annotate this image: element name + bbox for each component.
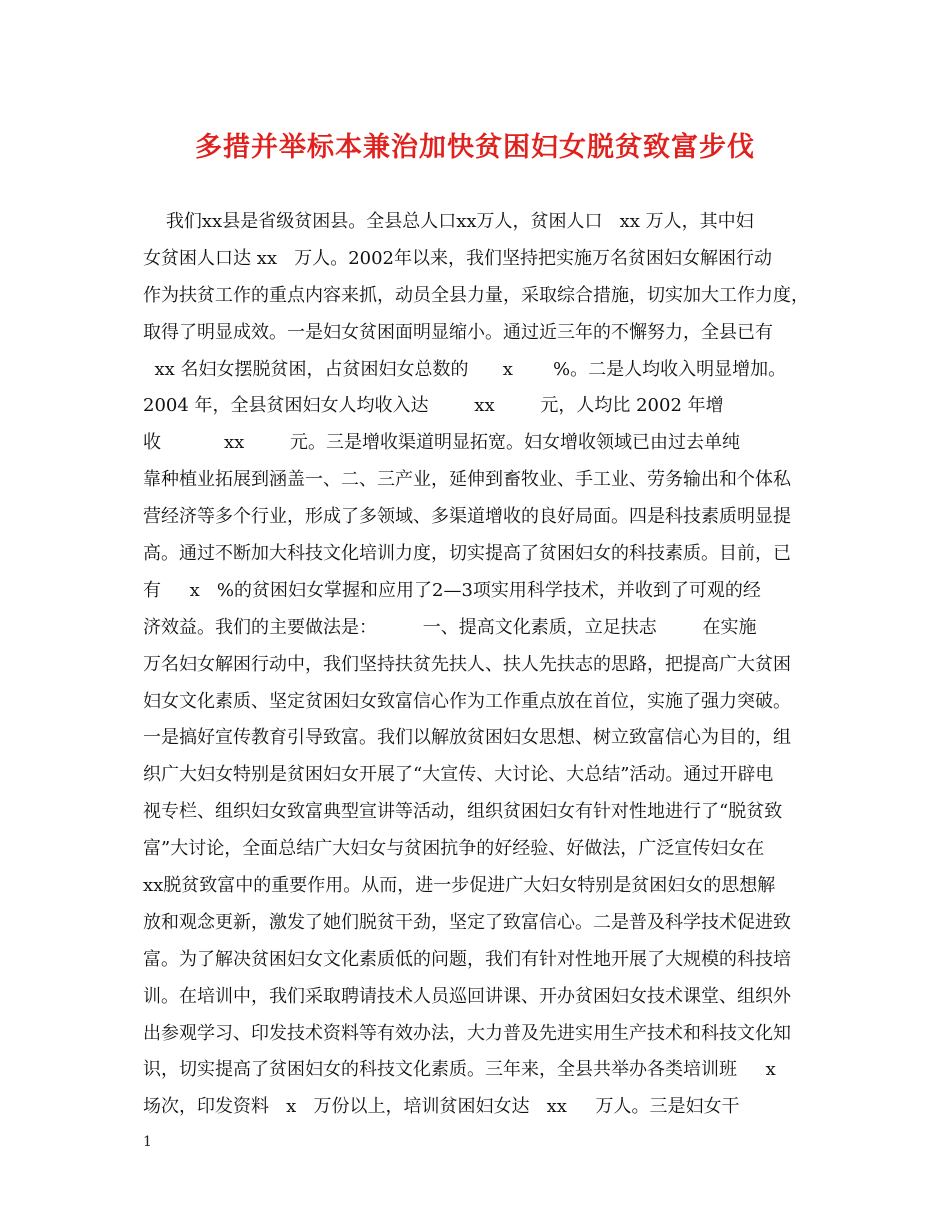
text-line: 织广大妇女特别是贫困妇女开展了“大宣传、大讨论、大总结”活动。通过开辟电 bbox=[143, 764, 774, 786]
text-line: 收 xx 元。三是增收渠道明显拓宽。妇女增收领域已由过去单纯 bbox=[143, 432, 741, 454]
page-number: 1 bbox=[143, 1134, 152, 1150]
text-line: 富。为了解决贫困妇女文化素质低的问题，我们有针对性地开展了大规模的科技培 bbox=[143, 948, 791, 970]
text-line: 放和观念更新，激发了她们脱贫干劲，坚定了致富信心。二是普及科学技术促进致 bbox=[143, 911, 791, 933]
text-line: 营经济等多个行业，形成了多领域、多渠道增收的良好局面。四是科技素质明显提 bbox=[143, 506, 791, 528]
text-line: 济效益。我们的主要做法是： 一、提高文化素质，立足扶志 在实施 bbox=[143, 616, 757, 638]
text-line: xx脱贫致富中的重要作用。从而，进一步促进广大妇女特别是贫困妇女的思想解 bbox=[143, 875, 776, 897]
text-line: 一是搞好宣传教育引导致富。我们以解放贫困妇女思想、树立致富信心为目的，组 bbox=[143, 727, 791, 749]
text-line: 视专栏、组织妇女致富典型宣讲等活动，组织贫困妇女有针对性地进行了“脱贫致 bbox=[143, 801, 783, 823]
text-line: 训。在培训中，我们采取聘请技术人员巡回讲课、开办贫困妇女技术课堂、组织外 bbox=[143, 985, 791, 1007]
text-line: xx 名妇女摆脱贫困，占贫困妇女总数的 x %。二是人均收入明显增加。 bbox=[143, 358, 787, 380]
text-line: 出参观学习、印发技术资料等有效办法，大力普及先进实用生产技术和科技文化知 bbox=[143, 1022, 791, 1044]
text-line: 万名妇女解困行动中，我们坚持扶贫先扶人、扶人先扶志的思路，把提高广大贫困 bbox=[143, 653, 791, 675]
text-line: 识，切实提高了贫困妇女的科技文化素质。三年来，全县共举办各类培训班 x bbox=[143, 1059, 776, 1081]
text-line: 女贫困人口达 xx 万人。2002年以来，我们坚持把实施万名贫困妇女解困行动 bbox=[143, 247, 772, 269]
text-line: 取得了明显成效。一是妇女贫困面明显缩小。通过近三年的不懈努力，全县已有 bbox=[143, 321, 773, 343]
text-line: 作为扶贫工作的重点内容来抓，动员全县力量，采取综合措施，切实加大工作力度， bbox=[143, 284, 809, 306]
text-line: 我们xx县是省级贫困县。全县总人口xx万人，贫困人口 xx 万人，其中妇 bbox=[143, 211, 754, 232]
text-line: 有 x %的贫困妇女掌握和应用了2—3项实用科学技术，并收到了可观的经 bbox=[143, 579, 761, 601]
text-line: 高。通过不断加大科技文化培训力度，切实提高了贫困妇女的科技素质。目前，已 bbox=[143, 543, 791, 565]
text-line: 富”大讨论，全面总结广大妇女与贫困抗争的好经验、好做法，广泛宣传妇女在 bbox=[143, 838, 765, 860]
text-line: 靠种植业拓展到涵盖一、二、三产业，延伸到畜牧业、手工业、劳务输出和个体私 bbox=[143, 469, 791, 491]
body-text bbox=[143, 204, 823, 1126]
page-title: 多措并举标本兼治加快贫困妇女脱贫致富步伐 bbox=[195, 132, 755, 163]
text-line: 场次，印发资料 x 万份以上，培训贫困妇女达 xx 万人。三是妇女干 bbox=[143, 1096, 740, 1118]
text-line: 妇女文化素质、坚定贫困妇女致富信心作为工作重点放在首位，实施了强力突破。 bbox=[143, 690, 791, 712]
text-line: 2004 年，全县贫困妇女人均收入达 xx 元，人均比 2002 年增 bbox=[143, 395, 724, 417]
